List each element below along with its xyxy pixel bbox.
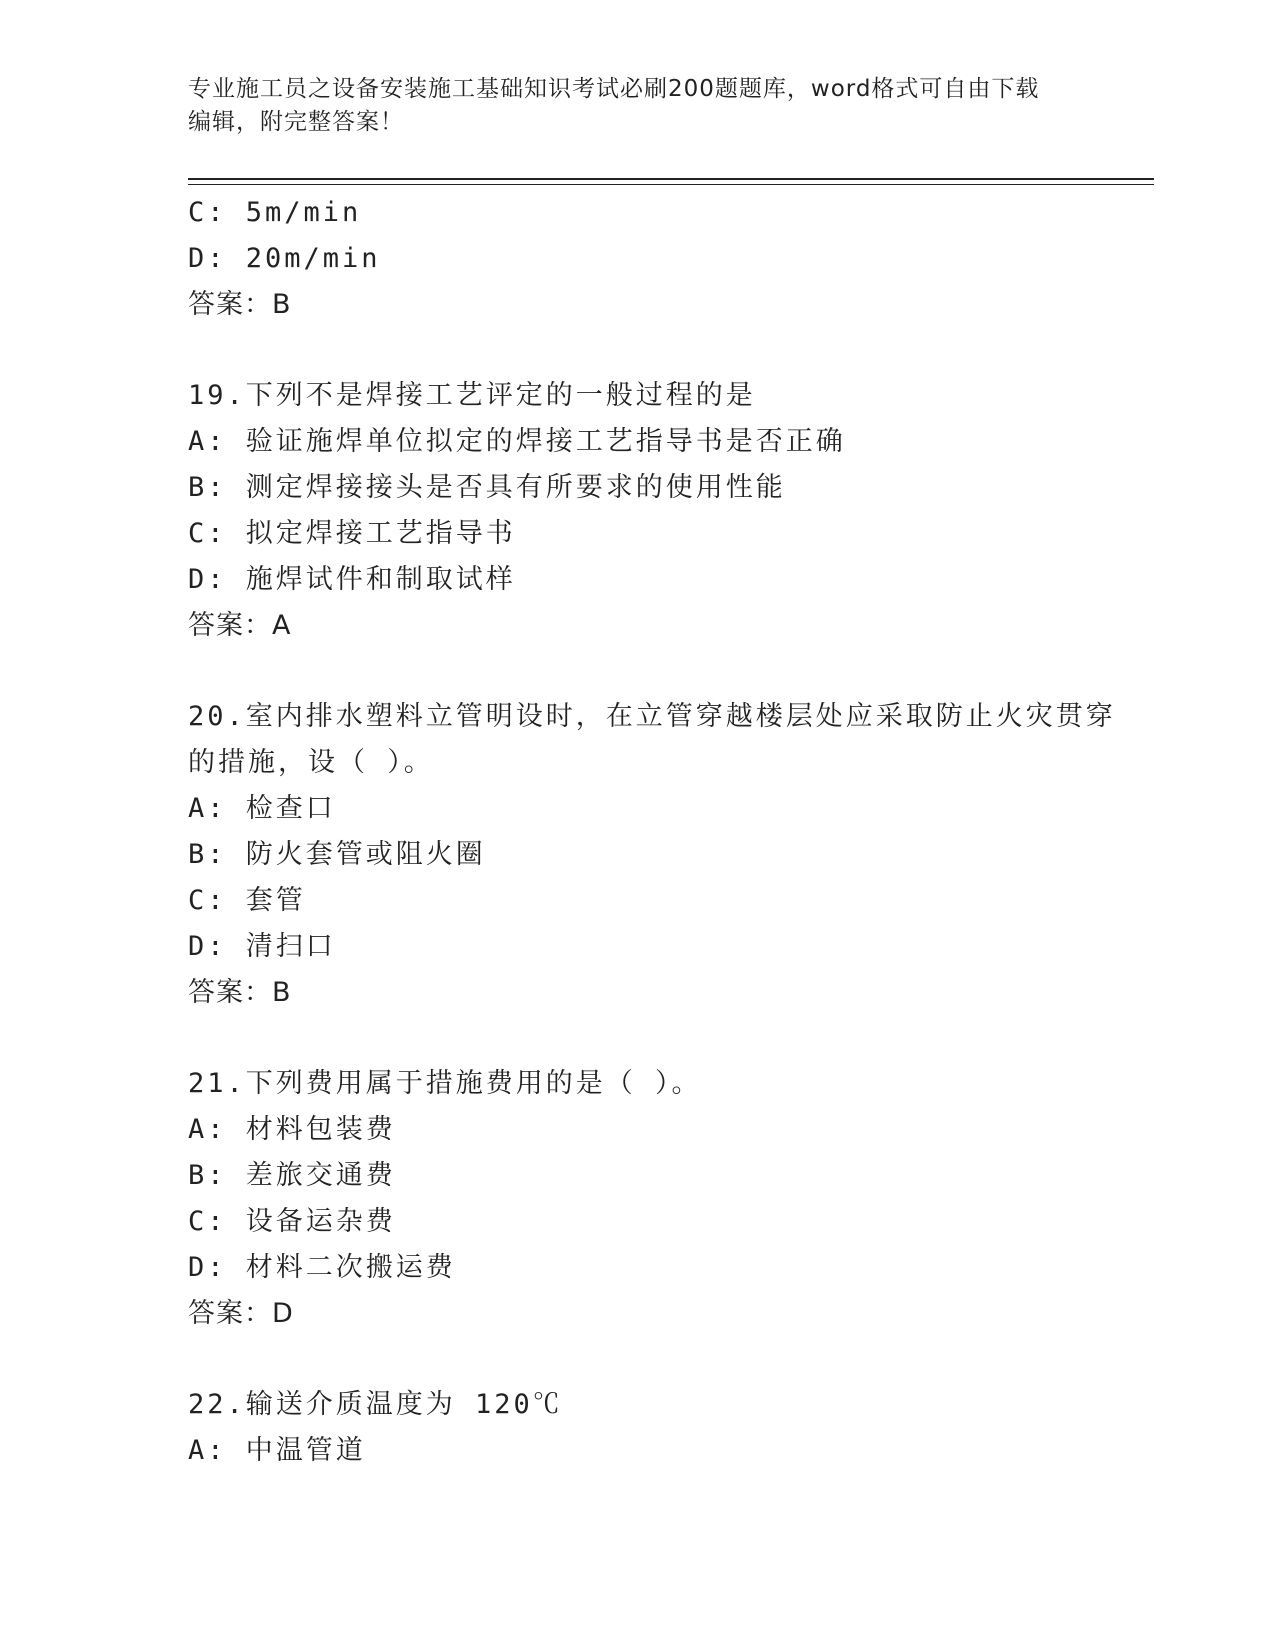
option-line: D: 20m/min bbox=[188, 243, 381, 274]
question-list bbox=[188, 190, 1116, 1474]
option-line: C: 拟定焊接工艺指导书 bbox=[188, 518, 516, 549]
option-line: D: 材料二次搬运费 bbox=[188, 1252, 456, 1283]
question-text: 的措施，设（ ）。 bbox=[188, 747, 434, 778]
header-line-1: 专业施工员之设备安装施工基础知识考试必刷200题题库，word格式可自由下载 bbox=[188, 76, 1040, 102]
question-text: 20.室内排水塑料立管明设时，在立管穿越楼层处应采取防止火灾贯穿 bbox=[188, 701, 1116, 732]
option-line: B: 测定焊接接头是否具有所要求的使用性能 bbox=[188, 472, 786, 503]
option-line: C: 套管 bbox=[188, 885, 306, 916]
question-spacer bbox=[188, 328, 1088, 373]
option-line: C: 5m/min bbox=[188, 197, 362, 228]
question-spacer bbox=[188, 1337, 1088, 1382]
header-divider-thick bbox=[188, 178, 1154, 180]
question-spacer bbox=[188, 1016, 1088, 1061]
question-spacer bbox=[188, 649, 1088, 694]
option-line: D: 清扫口 bbox=[188, 931, 336, 962]
page-header bbox=[188, 73, 1068, 139]
option-line: D: 施焊试件和制取试样 bbox=[188, 564, 516, 595]
option-line: A: 检查口 bbox=[188, 793, 336, 824]
option-line: A: 中温管道 bbox=[188, 1435, 366, 1466]
answer-line: 答案：B bbox=[188, 977, 292, 1008]
answer-line: 答案：B bbox=[188, 289, 292, 320]
option-line: B: 差旅交通费 bbox=[188, 1160, 396, 1191]
answer-line: 答案：A bbox=[188, 610, 292, 641]
option-line: B: 防火套管或阻火圈 bbox=[188, 839, 486, 870]
question-text: 22.输送介质温度为 120℃ bbox=[188, 1389, 563, 1420]
option-line: C: 设备运杂费 bbox=[188, 1206, 396, 1237]
question-text: 21.下列费用属于措施费用的是（ ）。 bbox=[188, 1068, 702, 1099]
option-line: A: 材料包装费 bbox=[188, 1114, 396, 1145]
header-line-2: 编辑，附完整答案！ bbox=[188, 109, 404, 135]
option-line: A: 验证施焊单位拟定的焊接工艺指导书是否正确 bbox=[188, 426, 846, 457]
header-divider-thin bbox=[188, 184, 1154, 185]
answer-line: 答案：D bbox=[188, 1298, 294, 1329]
question-text: 19.下列不是焊接工艺评定的一般过程的是 bbox=[188, 380, 756, 411]
